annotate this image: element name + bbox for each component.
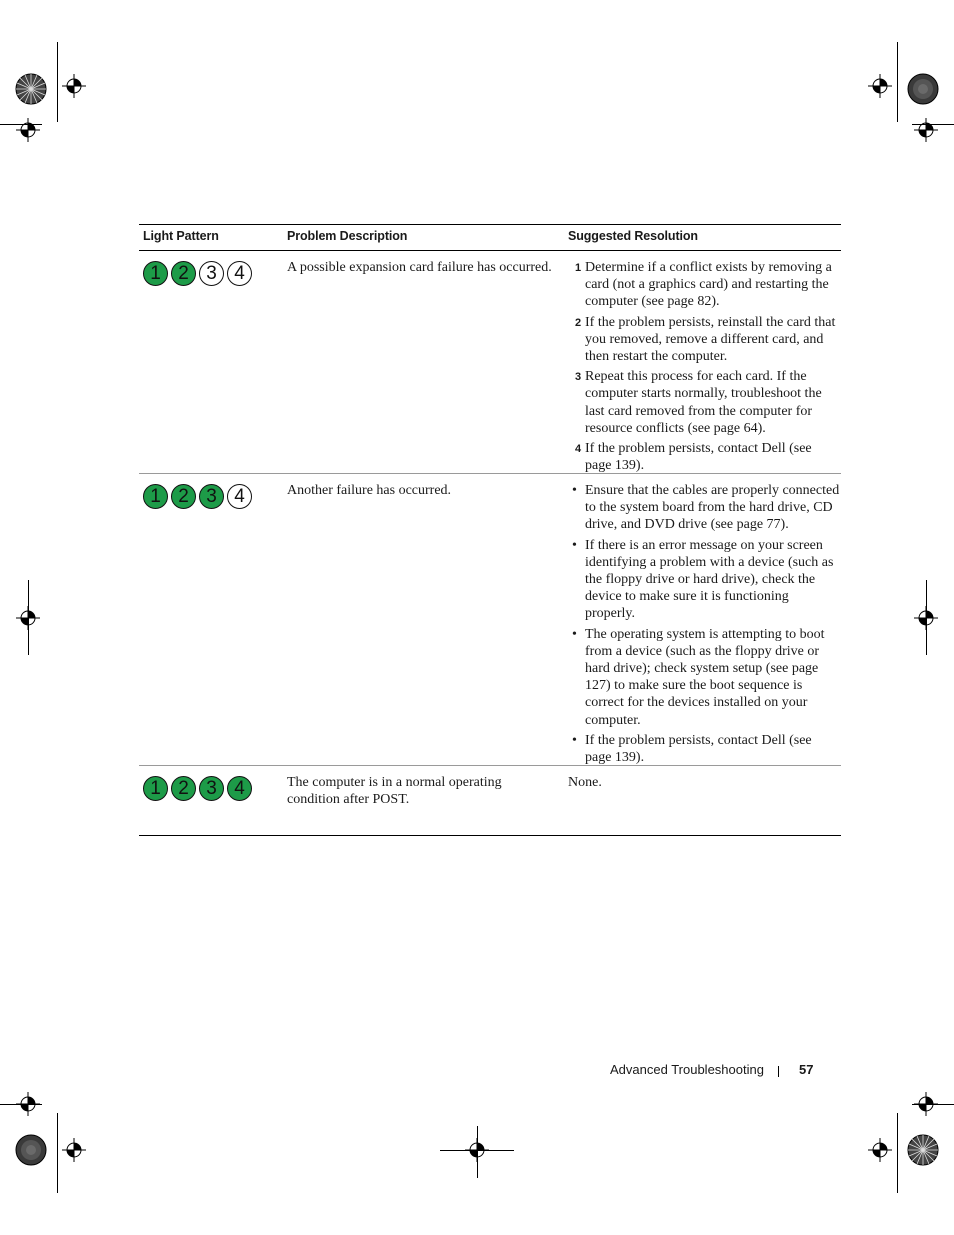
column-header-problem-description: Problem Description bbox=[287, 229, 408, 243]
crosshair-icon bbox=[16, 1092, 40, 1116]
diagnostic-light-3: 3 bbox=[199, 261, 224, 286]
bullet-text: The operating system is attempting to boot from a device (such as the floppy drive or hard drive); check system setup (see page 127) to make sure the boot sequence is correct for the devices installed on your computer. bbox=[585, 626, 825, 728]
diagnostic-light-2: 2 bbox=[171, 484, 196, 509]
diagnostic-light-3: 3 bbox=[199, 776, 224, 801]
table-header bbox=[139, 224, 841, 251]
crosshair-icon bbox=[868, 74, 892, 98]
crosshair-icon bbox=[914, 118, 938, 142]
step-text: Determine if a conflict exists by removing a card (not a graphics card) and restarting the computer (see page 82). bbox=[585, 260, 832, 310]
crop-mark-top-right-v bbox=[897, 42, 898, 122]
page-number: 57 bbox=[799, 1062, 814, 1077]
light-pattern bbox=[143, 776, 252, 801]
registration-target-icon bbox=[906, 72, 940, 106]
bullet-marker: • bbox=[572, 483, 577, 498]
step-number: 1 bbox=[575, 262, 582, 274]
crop-mark-bottom-center-v bbox=[477, 1126, 478, 1178]
bullet-text: If there is an error message on your screen identifying a problem with a device (such as the floppy drive or hard drive), check the device to make sure it is functioning properly. bbox=[585, 537, 834, 622]
suggested-resolution bbox=[568, 259, 841, 477]
suggested-resolution bbox=[568, 482, 841, 769]
footer-divider bbox=[778, 1066, 779, 1077]
crop-mark-top-left-v bbox=[57, 42, 58, 122]
problem-description: A possible expansion card failure has occurred. bbox=[287, 260, 552, 275]
step-number: 2 bbox=[575, 316, 582, 329]
bullet-marker: • bbox=[572, 537, 577, 553]
step-text: Repeat this process for each card. If the computer starts normally, troubleshoot the last card removed from the computer for resource conflicts (see page 64). bbox=[585, 369, 822, 436]
light-pattern bbox=[143, 261, 252, 286]
crop-mark-bottom-right-v bbox=[897, 1113, 898, 1193]
step-number: 4 bbox=[575, 443, 582, 456]
resolution-bullet bbox=[568, 537, 841, 623]
resolution-step bbox=[568, 440, 841, 474]
resolution-step bbox=[568, 259, 841, 311]
suggested-resolution bbox=[568, 774, 841, 791]
crop-mark-mid-left-v bbox=[28, 580, 29, 655]
bullet-marker: • bbox=[572, 732, 577, 748]
resolution-bullet bbox=[568, 626, 841, 729]
column-header-light-pattern: Light Pattern bbox=[143, 229, 219, 243]
diagnostic-light-2: 2 bbox=[171, 261, 196, 286]
resolution-text: None. bbox=[568, 775, 602, 790]
light-pattern bbox=[143, 484, 252, 509]
crosshair-icon bbox=[16, 118, 40, 142]
registration-target-icon bbox=[906, 1133, 940, 1167]
diagnostic-light-1: 1 bbox=[143, 261, 168, 286]
registration-target-icon bbox=[14, 1133, 48, 1167]
diagnostic-lights-table bbox=[139, 224, 841, 836]
bullet-text: If the problem persists, contact Dell (see page 139). bbox=[585, 732, 812, 766]
step-text: If the problem persists, reinstall the card that you removed, remove a different card, and then restart the computer. bbox=[585, 314, 836, 365]
column-header-suggested-resolution: Suggested Resolution bbox=[568, 229, 698, 243]
crosshair-icon bbox=[62, 1138, 86, 1162]
crop-mark-mid-right-v bbox=[926, 580, 927, 655]
registration-target-icon bbox=[14, 72, 48, 106]
diagnostic-light-4: 4 bbox=[227, 261, 252, 286]
resolution-step bbox=[568, 368, 841, 437]
table-row bbox=[139, 766, 841, 836]
diagnostic-light-4: 4 bbox=[227, 484, 252, 509]
diagnostic-light-1: 1 bbox=[143, 776, 168, 801]
diagnostic-light-2: 2 bbox=[171, 776, 196, 801]
resolution-bullet bbox=[568, 482, 841, 534]
diagnostic-light-3: 3 bbox=[199, 484, 224, 509]
footer-section-title: Advanced Troubleshooting bbox=[610, 1062, 764, 1077]
crosshair-icon bbox=[868, 1138, 892, 1162]
step-number: 3 bbox=[575, 371, 582, 384]
problem-description: Another failure has occurred. bbox=[287, 483, 452, 498]
crop-mark-bottom-left-v bbox=[57, 1113, 58, 1193]
crosshair-icon bbox=[62, 74, 86, 98]
diagnostic-light-1: 1 bbox=[143, 484, 168, 509]
table-row bbox=[139, 251, 841, 474]
bullet-marker: • bbox=[572, 626, 577, 642]
step-text: If the problem persists, contact Dell (see page 139). bbox=[585, 441, 812, 474]
crosshair-icon bbox=[914, 1092, 938, 1116]
table-row bbox=[139, 474, 841, 766]
bullet-text: Ensure that the cables are properly connected to the system board from the hard drive, CD drive, and DVD drive (see page 77). bbox=[585, 483, 840, 533]
resolution-step bbox=[568, 314, 841, 366]
problem-description: The computer is in a normal operating condition after POST. bbox=[287, 775, 502, 807]
diagnostic-light-4: 4 bbox=[227, 776, 252, 801]
resolution-bullet bbox=[568, 732, 841, 766]
